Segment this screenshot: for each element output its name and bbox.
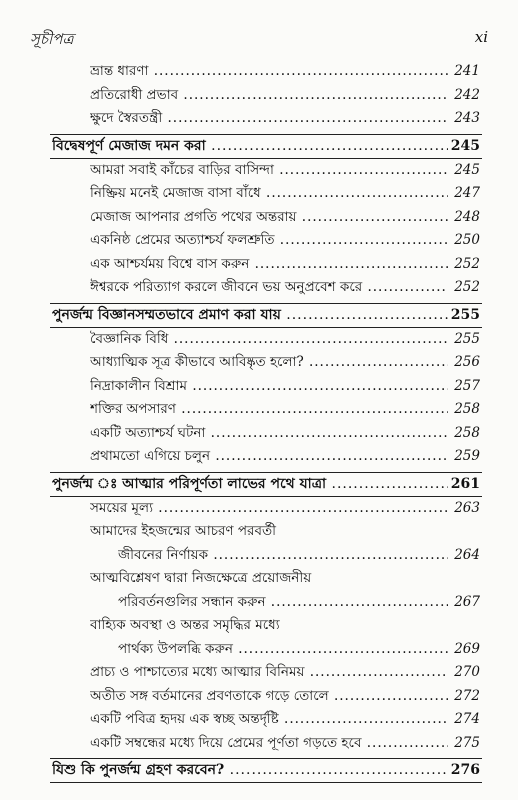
toc-entry-page: 245 — [454, 161, 480, 178]
toc-entry-title: ভ্রান্ত ধারণা ..... — [90, 60, 448, 84]
toc-entry-title: আমাদের ইহজন্মের আচরণ পরবর্তী — [90, 523, 276, 539]
toc-entry-page: 258 — [454, 401, 480, 417]
toc-entry-title: নিষ্ক্রিয় মনেই মেজাজ বাসা বাঁধে ..... — [90, 182, 448, 206]
toc-entry — [0, 497, 518, 521]
toc-entry-page: 245 — [450, 137, 480, 154]
toc-entry-page: 270 — [454, 664, 480, 680]
toc-section-entry — [0, 472, 518, 497]
toc-entry-title: আত্মবিশ্লেষণ দ্বারা নিজক্ষেত্রে প্রয়োজনীয় — [90, 570, 312, 586]
toc-entry-title: প্রথামতো এগিয়ে চলুন ..... — [90, 445, 448, 469]
toc-entry-page: 248 — [454, 208, 480, 225]
toc-entry-title: পুনর্জন্ম ঃ আত্মার পরিপূর্ণতা লাভের পথে যাত্রা ..... — [52, 472, 448, 497]
toc-entry — [0, 567, 518, 591]
toc-entry-page: 241 — [454, 63, 480, 79]
toc-entry-title: ঈশ্বরকে পরিত্যাগ করলে জীবনে ভয় অনুপ্রবেশ করে ..... — [90, 276, 448, 300]
toc-entry — [0, 708, 518, 732]
toc-entry-title: এক আশ্চর্যময় বিশ্বে বাস করুন ..... — [90, 253, 448, 277]
toc-entry — [0, 445, 518, 469]
toc-entry-title: অতীত সঙ্গ বর্তমানের প্রবণতাকে গড়ে তোলে ..... — [90, 685, 448, 709]
toc-entry-title: একটি সম্বন্ধের মধ্যে দিয়ে প্রেমের পূর্ণতা গড়তে হবে ..... — [90, 732, 448, 756]
toc-entry — [0, 328, 518, 352]
toc-entry-page: 256 — [454, 354, 480, 370]
toc-section-entry — [0, 303, 518, 328]
toc-entry-page: 269 — [454, 640, 480, 657]
toc-entry-page: 247 — [454, 185, 480, 201]
toc-entry-title: জীবনের নির্ণায়ক ..... — [118, 544, 448, 568]
toc-entry-title: বিদ্বেষপূর্ণ মেজাজ দমন করা ..... — [52, 134, 448, 159]
toc-entry-page: 258 — [454, 424, 480, 441]
toc-entry-title: মেজাজ আপনার প্রগতি পথের অন্তরায় ..... — [90, 206, 448, 230]
toc-entry-title: আমরা সবাই কাঁচের বাড়ির বাসিন্দা ..... — [90, 159, 448, 183]
toc-entry — [0, 375, 518, 399]
toc-entry-title: পার্থক্য উপলব্ধি করুন ..... — [118, 638, 448, 662]
toc-entry-page: 250 — [454, 232, 480, 248]
toc-entry-title: পুনর্জন্ম বিজ্ঞানসম্মতভাবে প্রমাণ করা যায় ..... — [52, 303, 448, 328]
toc-entry-title: পরিবর্তনগুলির সন্ধান করুন ..... — [118, 591, 448, 615]
toc-entry-title: যিশু কি পুনর্জন্ম গ্রহণ করবেন? ..... — [52, 758, 448, 783]
toc-entry — [0, 253, 518, 277]
toc-entry — [0, 591, 518, 615]
section-rule — [50, 782, 482, 783]
toc-entry — [0, 638, 518, 662]
toc-section-entry — [0, 134, 518, 159]
header-page-number: xi — [474, 28, 488, 46]
toc-entry-page: 263 — [454, 499, 480, 516]
toc-entry-title: প্রতিরোধী প্রভাব ..... — [90, 84, 448, 108]
toc-entry — [0, 159, 518, 183]
toc-entry — [0, 60, 518, 84]
toc-entry-page: 252 — [454, 279, 480, 295]
table-of-contents — [0, 60, 518, 783]
toc-entry-page: 255 — [454, 330, 480, 347]
toc-entry — [0, 422, 518, 446]
toc-entry-title: একটি পবিত্র হৃদয় এক স্বচ্ছ অন্তর্দৃষ্টি ..... — [90, 708, 448, 732]
toc-entry — [0, 661, 518, 685]
toc-entry — [0, 182, 518, 206]
toc-entry-title: ক্ষুদে স্বৈরতন্ত্রী ..... — [90, 107, 448, 131]
toc-entry-page: 255 — [450, 306, 480, 323]
toc-entry — [0, 544, 518, 568]
toc-entry — [0, 229, 518, 253]
toc-entry — [0, 685, 518, 709]
toc-section-entry — [0, 758, 518, 783]
toc-entry — [0, 206, 518, 230]
toc-entry-title: একনিষ্ঠ প্রেমের অত্যাশ্চর্য ফলশ্রুতি ..... — [90, 229, 448, 253]
toc-entry — [0, 84, 518, 108]
toc-entry-page: 257 — [454, 377, 480, 394]
toc-entry-title: সময়ের মূল্য ..... — [90, 497, 448, 521]
toc-entry-page: 276 — [450, 762, 480, 778]
toc-entry-title: নিদ্রাকালীন বিশ্রাম ..... — [90, 375, 448, 399]
toc-entry-page: 261 — [450, 475, 480, 492]
toc-entry — [0, 732, 518, 756]
toc-entry-page: 259 — [454, 448, 480, 464]
toc-entry-page: 243 — [454, 110, 480, 126]
toc-entry-title: বৈজ্ঞানিক বিধি ..... — [90, 328, 448, 352]
toc-entry-page: 272 — [454, 687, 480, 704]
toc-entry-title: আধ্যাত্মিক সূত্র কীভাবে আবিষ্কৃত হলো? ..... — [90, 351, 448, 375]
toc-entry-page: 267 — [454, 593, 480, 610]
toc-entry-title: প্রাচ্য ও পাশ্চাত্যের মধ্যে আত্মার বিনিময় ..... — [90, 661, 448, 685]
toc-entry-page: 274 — [454, 711, 480, 727]
header-title: সূচীপত্র — [30, 30, 74, 48]
toc-entry-page: 242 — [454, 86, 480, 103]
toc-entry — [0, 614, 518, 638]
toc-entry-title: একটি অত্যাশ্চর্য ঘটনা ..... — [90, 422, 448, 446]
toc-entry — [0, 276, 518, 300]
toc-entry-page: 252 — [454, 255, 480, 272]
toc-entry — [0, 520, 518, 544]
toc-entry-page: 264 — [454, 546, 480, 563]
toc-entry — [0, 107, 518, 131]
toc-entry — [0, 398, 518, 422]
running-header — [30, 28, 488, 50]
toc-entry — [0, 351, 518, 375]
toc-entry-title: বাহ্যিক অবস্থা ও অন্তর সমৃদ্ধির মধ্যে — [90, 617, 280, 633]
toc-entry-page: 275 — [454, 734, 480, 751]
toc-entry-title: শক্তির অপসারণ ..... — [90, 398, 448, 422]
